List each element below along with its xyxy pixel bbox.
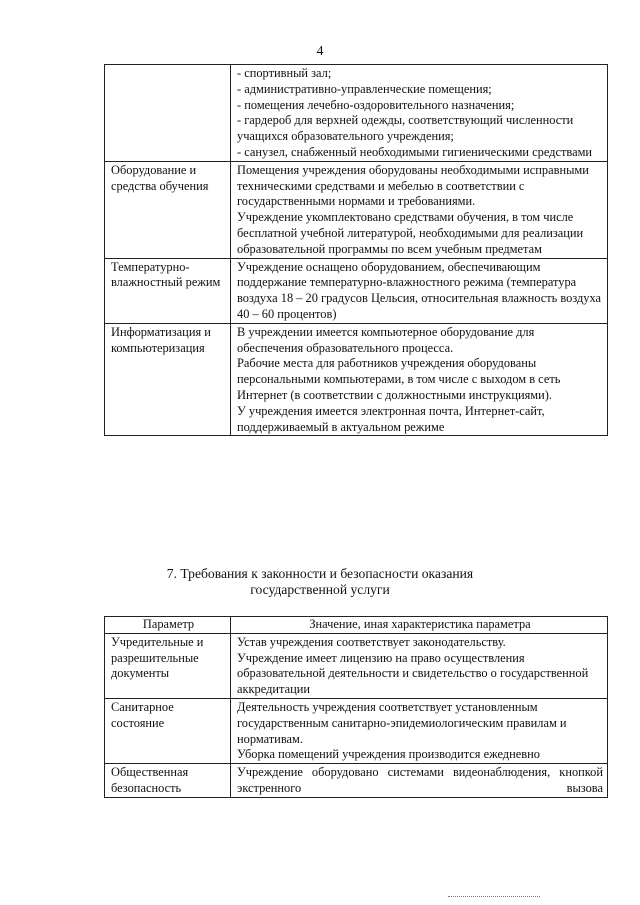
value-line: Деятельность учреждения соответствует установленным государственным санитарно-эпидемиологическим правилам и нормативам. <box>237 699 567 746</box>
column-header: Значение, иная характеристика параметра <box>231 617 608 634</box>
param-cell: Температурно-влажностный режим <box>105 258 231 323</box>
param-cell: Санитарное состояние <box>105 698 231 763</box>
value-line: - гардероб для верхней одежды, соответствующий численности учащихся образовательного учреждения; <box>237 113 574 144</box>
value-cell <box>231 161 608 258</box>
value-cell <box>231 323 608 436</box>
table-row <box>105 161 608 258</box>
param-cell: Общественная безопасность <box>105 764 231 798</box>
value-line: Рабочие места для работников учреждения оборудованы персональными компьютерами, в том числе с выходом в сеть Интернет (в соответствии с должностными инструкциями). <box>237 356 561 402</box>
value-line: Учреждение укомплектовано средствами обучения, в том числе бесплатной учебной литературой, необходимыми для реализации образовательной программы по всем учебным предметам <box>237 210 584 256</box>
table-row <box>105 764 608 798</box>
value-line: - помещения лечебно-оздоровительного назначения; <box>237 97 515 112</box>
table-row <box>105 323 608 436</box>
value-line: Учреждение имеет лицензию на право осуществления образовательной деятельности и свидетельство о государственной аккредитации <box>237 650 589 697</box>
table-row <box>105 698 608 763</box>
value-line: - административно-управленческие помещения; <box>237 81 492 96</box>
param-cell <box>105 65 231 162</box>
section-heading-line: 7. Требования к законности и безопасности оказания <box>166 566 474 581</box>
value-line: В учреждении имеется компьютерное оборудование для обеспечения образовательного процесса. <box>237 324 535 355</box>
value-cell <box>231 258 608 323</box>
section-heading <box>0 566 640 598</box>
column-header: Параметр <box>105 617 231 634</box>
value-cell <box>231 633 608 698</box>
value-cell <box>231 698 608 763</box>
value-line: Уборка помещений учреждения производится ежедневно <box>237 747 540 762</box>
table-row <box>105 633 608 698</box>
footer-divider <box>448 896 540 897</box>
facilities-requirements-table <box>104 64 608 436</box>
section-heading-line: государственной услуги <box>250 582 390 597</box>
param-cell: Оборудование и средства обучения <box>105 161 231 258</box>
value-line: Учреждение оборудовано системами видеонаблюдения, кнопкой экстренного вызова <box>237 765 603 795</box>
param-cell: Информатизация и компьютеризация <box>105 323 231 436</box>
table-row <box>105 65 608 162</box>
value-line: - спортивный зал; <box>237 66 332 80</box>
page-number: 4 <box>316 44 324 59</box>
legality-safety-table <box>104 616 608 798</box>
value-line: Помещения учреждения оборудованы необходимыми исправными техническими средствами и мебелью в соответствии с государственными нормами и требованиями. <box>237 162 589 209</box>
value-line: - санузел, снабженный необходимыми гигиеническими средствами <box>237 144 593 159</box>
value-line: Устав учреждения соответствует законодательству. <box>237 634 506 649</box>
table-header-row <box>105 617 608 634</box>
param-cell: Учредительные и разрешительные документы <box>105 633 231 698</box>
table-row <box>105 258 608 323</box>
value-cell <box>231 764 608 798</box>
value-cell <box>231 65 608 162</box>
value-line: Учреждение оснащено оборудованием, обеспечивающим поддержание температурно-влажностного режима (температура воздуха 18 – 20 градусов Цельсия, относительная влажность воздуха 40 – 60 процентов) <box>237 259 602 321</box>
value-line: У учреждения имеется электронная почта, Интернет-сайт, поддерживаемый в актуальном режиме <box>237 403 545 434</box>
